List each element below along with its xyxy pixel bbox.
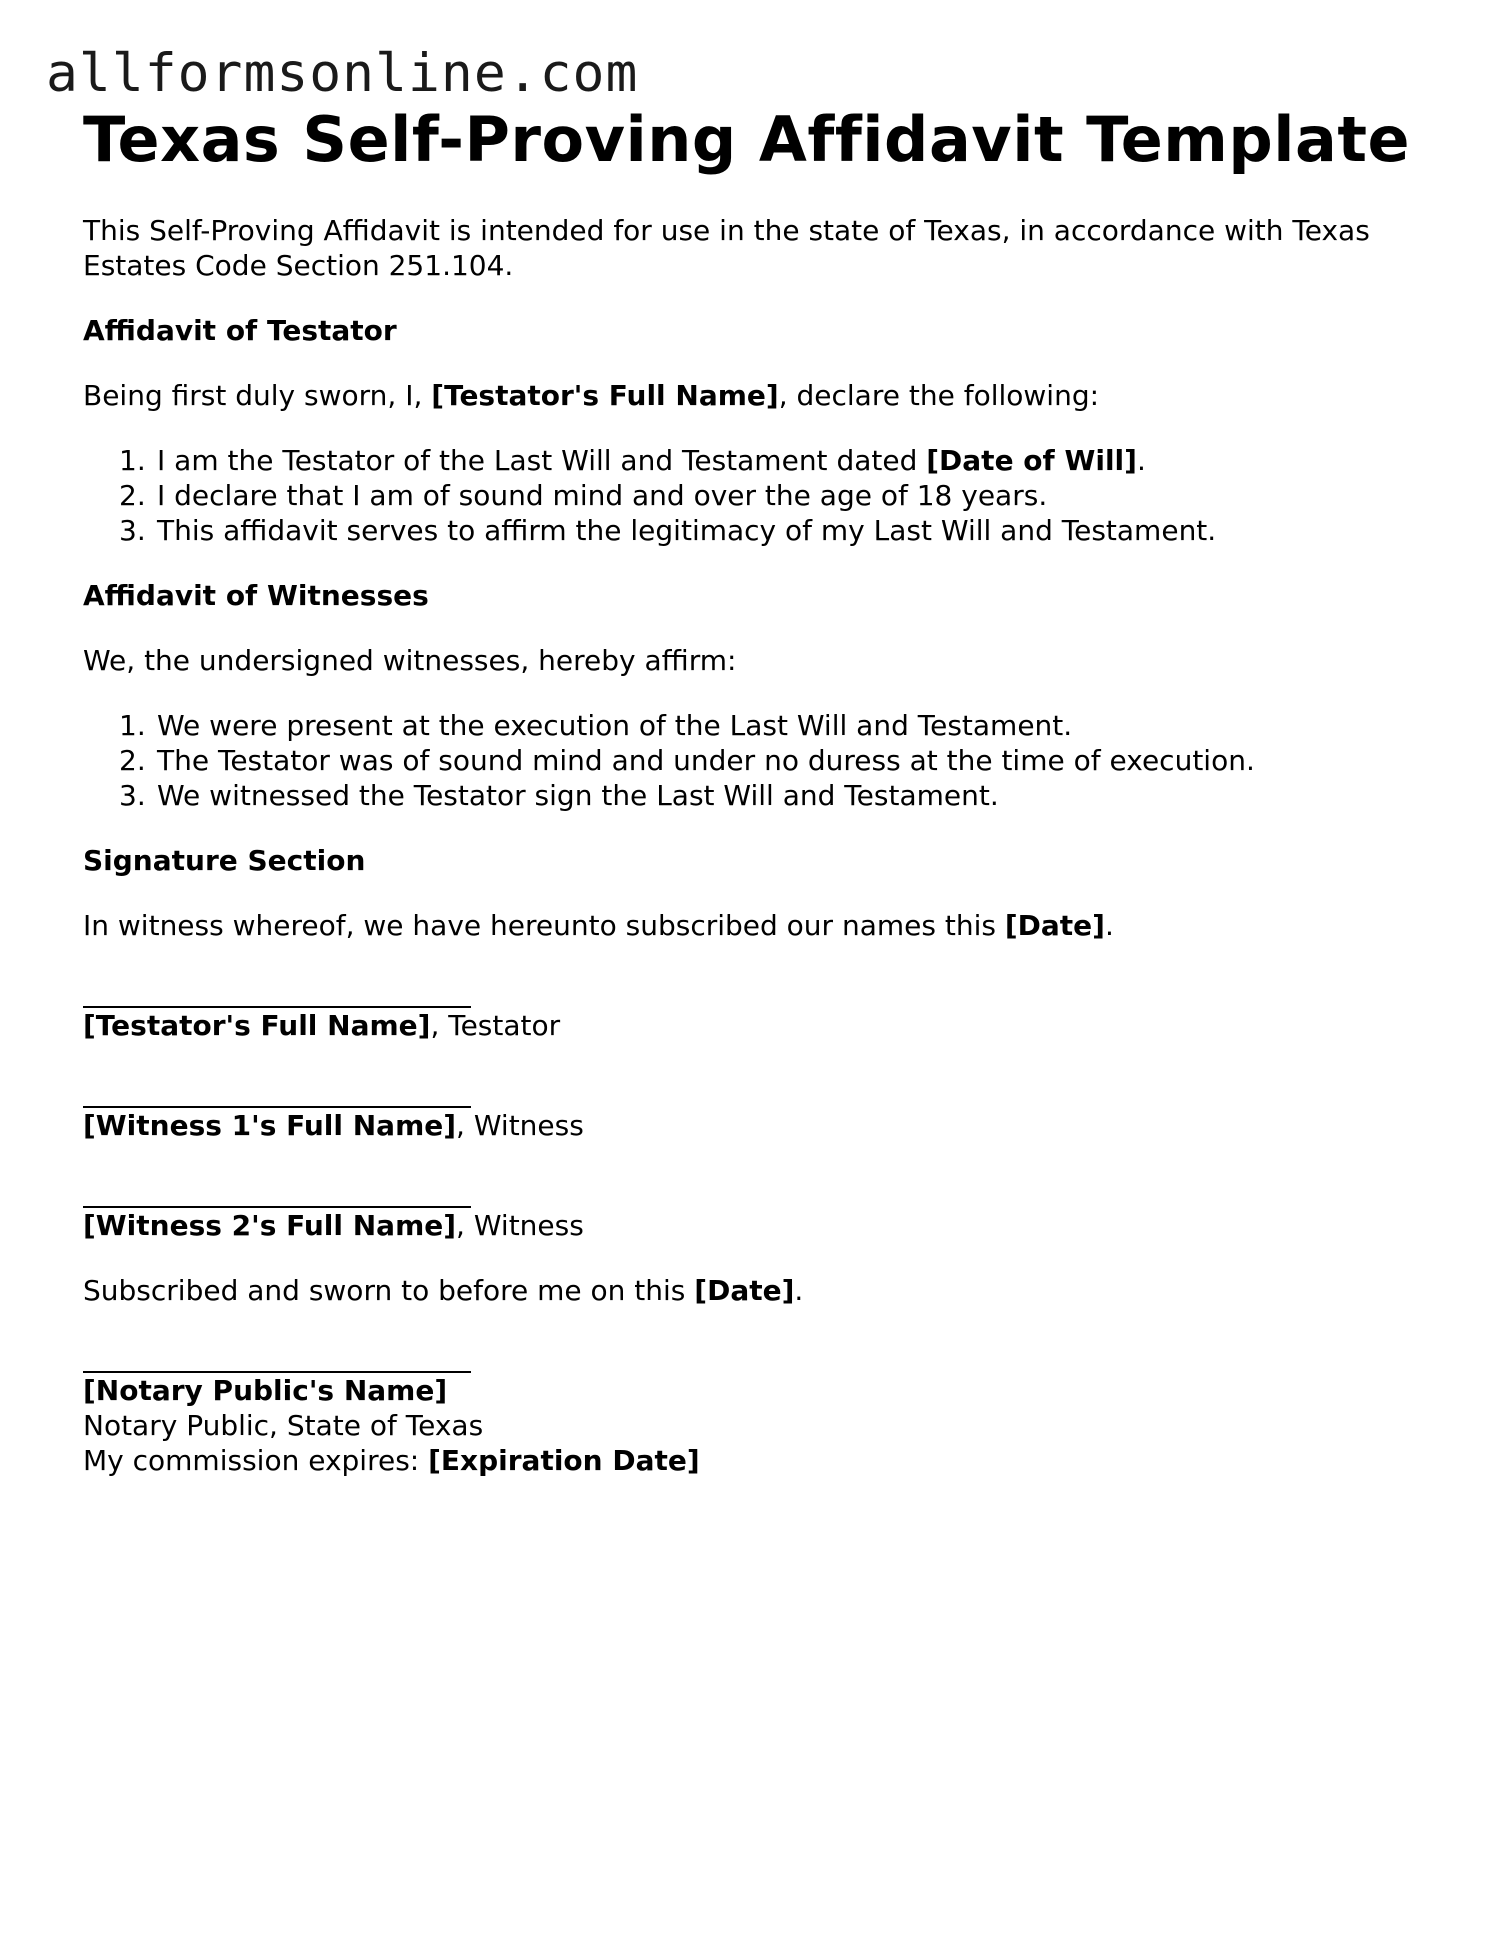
signature-line[interactable]: [83, 1073, 471, 1108]
signer-caption: [83, 1008, 1443, 1043]
signer-role: , Testator: [430, 1009, 561, 1042]
expires-label: My commission expires:: [83, 1444, 429, 1477]
document-body: [83, 100, 1443, 1478]
intro-paragraph: This Self-Proving Affidavit is intended for use in the state of Texas, in accordance with Texas Estates Code Section 251.104.: [83, 214, 1370, 282]
list-item-text: This affidavit serves to affirm the legitimacy of my Last Will and Testament.: [157, 514, 1217, 547]
date-placeholder: [Date]: [694, 1274, 795, 1307]
list-number: 3.: [119, 514, 146, 547]
date-of-will-placeholder: [Date of Will]: [926, 444, 1137, 477]
signer-name-placeholder: [Witness 2's Full Name]: [83, 1209, 457, 1242]
watermark: allformsonline.com: [46, 43, 639, 104]
testator-signature-block: [83, 973, 1443, 1043]
sworn-suffix: , declare the following:: [778, 379, 1100, 412]
list-item: [83, 443, 1443, 478]
signature-line[interactable]: [83, 1338, 471, 1373]
sworn-prefix: Subscribed and sworn to before me on this: [83, 1274, 695, 1307]
notary-signature-block: [83, 1338, 1443, 1478]
list-item: [83, 708, 1443, 743]
list-item: [83, 478, 1443, 513]
signature-section-heading: Signature Section: [83, 844, 366, 877]
signer-role: , Witness: [456, 1109, 584, 1142]
testator-section-heading: Affidavit of Testator: [83, 314, 397, 347]
list-item: [83, 778, 1443, 813]
whereof-prefix: In witness whereof, we have hereunto subscribed our names this: [83, 909, 1005, 942]
date-placeholder: [Date]: [1004, 909, 1105, 942]
witness-whereof-statement: [83, 908, 1443, 943]
subscribed-sworn-statement: [83, 1273, 1443, 1308]
list-number: 1.: [119, 709, 146, 742]
list-item: [83, 743, 1443, 778]
notary-title: Notary Public, State of Texas: [83, 1409, 484, 1442]
sworn-suffix: .: [794, 1274, 804, 1307]
signer-role: , Witness: [456, 1209, 584, 1242]
signer-caption: [83, 1108, 1443, 1143]
notary-name: [83, 1373, 1443, 1408]
witness-1-signature-block: [83, 1073, 1443, 1143]
list-number: 2.: [119, 479, 146, 512]
list-item-text: I declare that I am of sound mind and over the age of 18 years.: [157, 479, 1048, 512]
list-number: 1.: [119, 444, 146, 477]
list-item-text: We witnessed the Testator sign the Last Will and Testament.: [157, 779, 999, 812]
list-item: [83, 513, 1443, 548]
signer-name-placeholder: [Witness 1's Full Name]: [83, 1109, 457, 1142]
testator-name-placeholder: [Testator's Full Name]: [431, 379, 779, 412]
testator-declarations-list: [83, 443, 1443, 548]
list-item-text: I am the Testator of the Last Will and Testament dated: [157, 444, 927, 477]
signature-line[interactable]: [83, 973, 471, 1008]
sworn-prefix: Being first duly sworn, I,: [83, 379, 432, 412]
testator-sworn-statement: [83, 378, 1443, 413]
signer-caption: [83, 1208, 1443, 1243]
witness-affirmations-list: [83, 708, 1443, 813]
expiration-date-placeholder: [Expiration Date]: [428, 1444, 700, 1477]
list-number: 3.: [119, 779, 146, 812]
list-item-suffix: .: [1136, 444, 1146, 477]
witness-2-signature-block: [83, 1173, 1443, 1243]
commission-expiry: [83, 1443, 1443, 1478]
document-title: Texas Self-Proving Affidavit Template: [83, 103, 1411, 176]
whereof-suffix: .: [1104, 909, 1114, 942]
signature-line[interactable]: [83, 1173, 471, 1208]
notary-name-placeholder: [Notary Public's Name]: [83, 1374, 448, 1407]
list-item-text: We were present at the execution of the Last Will and Testament.: [157, 709, 1073, 742]
signer-name-placeholder: [Testator's Full Name]: [83, 1009, 431, 1042]
witness-intro: We, the undersigned witnesses, hereby affirm:: [83, 644, 737, 677]
list-item-text: The Testator was of sound mind and under no duress at the time of execution.: [157, 744, 1255, 777]
list-number: 2.: [119, 744, 146, 777]
witness-section-heading: Affidavit of Witnesses: [83, 579, 429, 612]
